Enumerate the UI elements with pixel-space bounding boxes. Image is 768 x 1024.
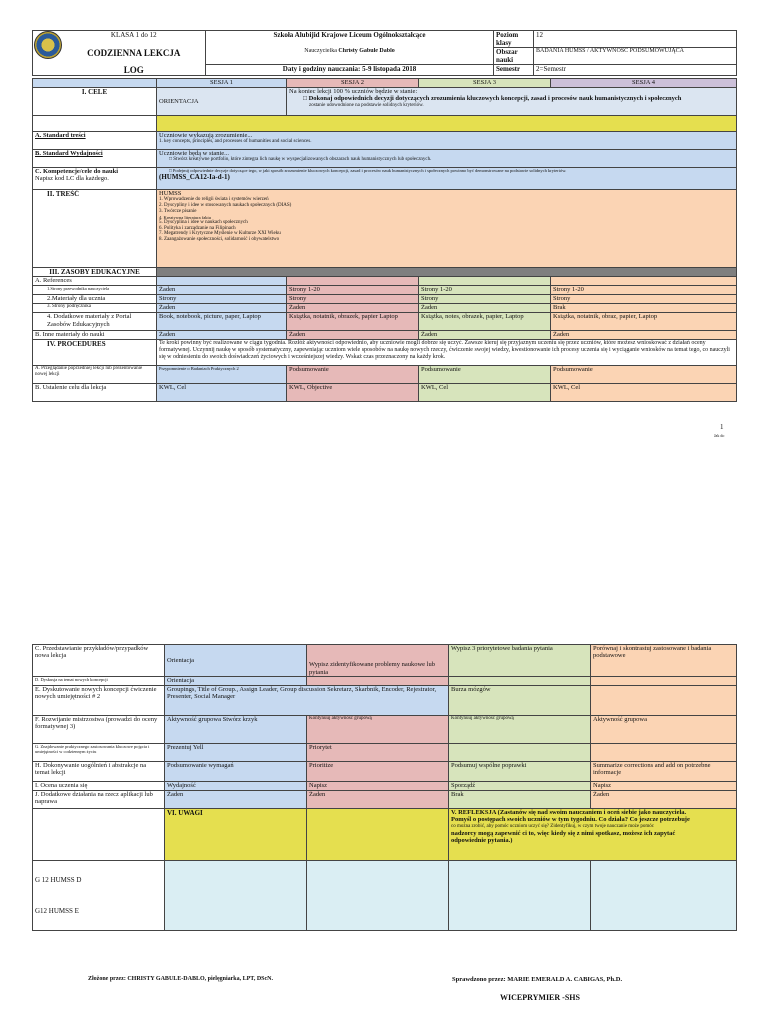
date-value: 5-9 listopada 2018 xyxy=(362,65,417,74)
area-label: Obszar nauki xyxy=(494,48,534,65)
tresc-list: HUMSS 1. Wprowadzenie do religii świata i systemów wierzeń 2. Dyscypliny i idee w stosowanych naukach społecznych (DIAS) 3. Twórcze pisanie 4. Kreatywna literatura faktu 5. Dyscyplina i idee w naukach społecznych 6. Polityka i zarządzanie na Filipinach 7. Megatrendy i Krytyczne Myślenie w Kulturze XXI Wieku 8. Zaangażowanie społeczności, solidarność i obywatelstwo xyxy=(157,190,737,268)
zasoby-label: III. ZASOBY EDUKACYJNE xyxy=(33,268,157,277)
ref-row-5: B. Inne materiały do nauki Żaden Żaden Żaden Żaden xyxy=(33,331,737,340)
lesson-plan-table-page1: SESJA 1 SESJA 2 SESJA 3 SESJA 4 I. CELE ORIENTACJA Na koniec lekcji 100 % uczniów będzie w stanie: □ Dokonaj odpowiednich decyzji dotyczących zrozumienia kluczowych koncepcji, zasad i procesów nauk humanistycznych i społecznych zostanie udowodnione na podstawie solidnych kryteriów. A. Standard treści Uczniowie wykazują zrozumienie... 1. key concepts, principles, and processes of humanities and social sciences. B. Standard Wydajności Uczniowie będą w stanie... □ Stwórz kreatywne portfolio, które zintegra lich naukę w wyspecjalizowanych obszarach nauk humanistycznych lub społecznych. C. Kompetencje/cele do nauki Napisz kod LC dla każdego. □ Podejmij odpowiednie decyzje dotyczące tego, w jaki sposób zrozumienie kluczowych koncepcji, zasad i procesów nauk humanistycznych i społecznych powinno być demonstrowane na podstawie solidnych kryteriów. (HUMSS_CA12-Ia-d-1) II. TREŚĆ HUMSS 1. Wprowadzenie do religii świata i systemów wierzeń 2. Dyscypliny i idee w stosowanych naukach społecznych (DIAS) 3. Twórcze pisanie 4. Kreatywna literatura faktu 5. Dyscyplina i idee w naukach społecznych 6. Polityka i zarządzanie na Filipinach 7. Megatrendy i Krytyczne Myślenie w Kulturze XXI Wieku 8. Zaangażowanie społeczności, solidarność i obywatelstwo III. ZASOBY EDUKACYJNE A. References 1.Strony przewodnika nauczyciela Żaden Strony 1-20 Strony 1-20 Strony 1-20 2.Materiały dla ucznia Strony Strony Strony Strony 3. Strony podręcznika Żaden Żaden Żaden Brak 4. Dodatkowe materiały z Portal Zasobów Edukacyjnych Book, notebook, picture, paper, Laptop Książka, notatnik, obrazek, papier Laptop Książka, notes, obrazek, papier, Laptop Książka, notatnik, obraz, papier, Laptop B. Inne materiały do nauki Żaden Żaden Żaden Żaden IV. PROCEDURES Te kroki powinny być realizowane w ciągu tygodnia. Rozłóż aktywności odpowiednio, aby uczniowie mogli dobrze się uczyć. Zawsze kieruj się przyjaznym uczeniu się przez uczniów, które możesz wnioskować z działań oceny formatywnej. Uczynnij naukę w sposób systematyczny, zapewniając uczniom wiele sposobów na naukę nowych rzeczy, ćwiczenie swojej wiedzy, kwestionowanie ich procesy uczenia się i wyciąganie wniosków na temat tego, co nauczyli się w odniesieniu do swoich doświadczeń życiowych i wcześniejszej wiedzy. Wskaż czas przeznaczony na każdy krok. A. Przeglądanie poprzedniej lekcji lub prezentowanie nowej lekcji Przypomnienie o Badaniach Praktycznych 2 Podsumowanie Podsumowanie Podsumowanie B. Ustalenie celu dla lekcja KWL, Cel KWL, Objective KWL, Cel KWL, Cel xyxy=(32,78,737,402)
std-tresci-label: A. Standard treści xyxy=(33,132,157,150)
komp-code: (HUMSS_CA12-Ia-d-1) xyxy=(159,173,230,182)
session-4-header: SESJA 4 xyxy=(551,79,737,88)
session-2-header: SESJA 2 xyxy=(287,79,419,88)
position-title: WICEPRYMIER -SHS xyxy=(500,993,580,1002)
date-label: Daty i godziny nauczania: xyxy=(282,65,361,74)
procedures-label: IV. PROCEDURES xyxy=(33,340,157,366)
uwagi-label: VI. UWAGI xyxy=(165,809,307,861)
cele-line-2: Dokonaj odpowiednich decyzji dotyczących zrozumienia kluczowych koncepcji, zasad i procesów nauk humanistycznych i społecznych xyxy=(308,95,682,103)
references-label: A. References xyxy=(33,277,157,286)
cele-line-3: zostanie udowodnione na podstawie solidnych kryteriów. xyxy=(309,102,424,108)
level-value: 12 xyxy=(534,31,737,48)
std-wyd-label: B. Standard Wydajności xyxy=(33,150,157,168)
cele-line-1: Na koniec lekcji 100 % uczniów będzie w stanie: xyxy=(289,88,418,95)
orientacja-cell: ORIENTACJA xyxy=(157,88,287,116)
session-3-header: SESJA 3 xyxy=(419,79,551,88)
page-number: 1 xyxy=(720,423,724,431)
row-f: F. Rozwijanie mistrzostwa (prowadzi do oceny formatywnej 3) Aktywność grupowa Stwórz krzyk Kontynuuj aktywność grupową Kontynuuj aktywność grupową Aktywność grupowa xyxy=(33,716,737,744)
school-value: Alubijid Krajowe Liceum Ogólnokształcące xyxy=(294,31,426,39)
teacher-value: Christy Gabule Dablo xyxy=(338,47,395,54)
semester-value: 2=Semestr xyxy=(534,65,737,76)
ref-row-1: 1.Strony przewodnika nauczyciela Żaden Strony 1-20 Strony 1-20 Strony 1-20 xyxy=(33,286,737,295)
tresc-label: II. TREŚĆ xyxy=(33,190,157,268)
semester-label: Semestr xyxy=(494,65,534,76)
class-d: G 12 HUMSS D xyxy=(35,876,82,885)
komp-label: C. Kompetencje/cele do nauki xyxy=(35,168,119,175)
row-d: D. Dyskusja na temat nowych koncepcji Orientacja xyxy=(33,677,737,686)
grade-range: KLASA 1 do 12 xyxy=(63,31,206,48)
std-wyd-1: Uczniowie będą w stanie... xyxy=(159,150,230,157)
ref-row-3: 3. Strony podręcznika Żaden Żaden Żaden Brak xyxy=(33,304,737,313)
checked-by: Sprawdzono przez: MARIE EMERALD A. CABIGAS, Ph.D. xyxy=(452,976,623,983)
page-note: Jak do xyxy=(714,433,725,438)
std-wyd-2: Stwórz kreatywne portfolio, które zintegra lich naukę w wyspecjalizowanych obszarach nauk humanistycznych lub społecznych. xyxy=(173,157,432,163)
przeglad-row: A. Przeglądanie poprzedniej lekcji lub prezentowanie nowej lekcji Przypomnienie o Badaniach Praktycznych 2 Podsumowanie Podsumowanie Podsumowanie xyxy=(33,366,737,384)
area-value: BADANIA HUMSS / AKTYWNOŚĆ PODSUMOWUJĄCA xyxy=(534,48,737,65)
row-g: G. Znajdowanie praktycznego zastosowania kluczowe pojęcia i umiejętności w codziennym życiu Prezentuj Yell Priorytet xyxy=(33,744,737,762)
row-h: H. Dokonywanie uogólnień i abstrakcje na temat lekcji Podsumowanie wymagań Prioritize Podsumuj wspólne poprawki Summarize corrections and add on potrzebne informacje xyxy=(33,762,737,782)
level-label: Poziom klasy xyxy=(494,31,534,48)
teacher-label: Nauczycielka xyxy=(304,47,337,54)
row-e: E. Dyskutowanie nowych koncepcji ćwiczenie nowych umiejętności # 2 Groupings, Title of Group., Assign Leader, Group discussion Sekretarz, Skarbnik, Encoder, Rejestrator, Presenter, Social Manager Burza mózgów xyxy=(33,686,737,716)
cele-label: I. CELE xyxy=(33,88,157,116)
komp-text: Podejmij odpowiednie decyzje dotyczące tego, w jaki sposób zrozumienie kluczowych koncepcji, zasad i procesów nauk humanistycznych i społecznych powinno być demonstrowane na podstawie solidnych kryteriów. xyxy=(172,168,567,173)
prepared-by: Złożone przez: CHRISTY GABULE-DABLO, pielęgniarka, LPT, DScN. xyxy=(88,976,274,982)
session-1-header: SESJA 1 xyxy=(157,79,287,88)
refleksja-block: V. REFLEKSJA (Zastanów się nad swoim nauczaniem i oceń siebie jako nauczyciela. Pomyśl o postępach swoich uczniów w tym tygodniu. Co działa? Co jeszcze potrzebuje co można zrobić, aby pomóc uczniom uczyć się? Zidentyfikuj, w czym twoje nauczanie może pomóc nadzorcy mogą zapewnić ci to, więc kiedy się z nimi spotkasz, możesz ich zapytać odpowiednie pytania.) xyxy=(449,809,737,861)
log-title: LOG xyxy=(63,65,206,76)
class-e: G12 HUMSS E xyxy=(35,906,79,915)
std-tresci-1: Uczniowie wykazują zrozumienie... xyxy=(159,132,253,139)
daily-lesson-title: CODZIENNA LEKCJA xyxy=(63,48,206,65)
header-table xyxy=(32,30,737,76)
lesson-plan-table-page2 xyxy=(32,644,737,931)
row-c: C. Przedstawianie przykładów/przypadków nowa lekcja Orientacja Wypisz zidentyfikowane problemy naukowe lub pytania Wypisz 3 priorytetowe badania pytania Porównaj i skontrastuj zastosowane i badania podstawowe xyxy=(33,645,737,677)
row-j: J. Dodatkowe działania na rzecz aplikacji lub naprawa Żaden Żaden Brak Żaden xyxy=(33,791,737,809)
procedures-text: Te kroki powinny być realizowane w ciągu tygodnia. Rozłóż aktywności odpowiednio, aby uczniowie mogli dobrze się uczyć. Zawsze kieruj się przyjaznym uczeniu się przez uczniów, które możesz wnioskować z działań oceny formatywnej. Uczynnij naukę w sposób systematyczny, zapewniając uczniom wiele sposobów na naukę nowych rzeczy, ćwiczenie swojej wiedzy, kwestionowanie ich procesy uczenia się i wyciąganie wniosków na temat tego, co nauczyli się w odniesieniu do swoich doświadczeń życiowych i wcześniejszej wiedzy. Wskaż czas przeznaczony na każdy krok. xyxy=(157,340,737,366)
row-i: I. Ocena uczenia się Wydajność Napisz Sporządź Napisz xyxy=(33,782,737,791)
ref-row-4: 4. Dodatkowe materiały z Portal Zasobów Edukacyjnych Book, notebook, picture, paper, Laptop Książka, notatnik, obrazek, papier Laptop Książka, notes, obrazek, papier, Laptop Książka, notatnik, obraz, papier, Laptop xyxy=(33,313,737,331)
komp-sub: Napisz kod LC dla każdego. xyxy=(35,175,109,183)
ref-row-2: 2.Materiały dla ucznia Strony Strony Strony Strony xyxy=(33,295,737,304)
std-tresci-2: 1. key concepts, principles, and processes of humanities and social sciences. xyxy=(159,139,312,145)
ustalenie-row: B. Ustalenie celu dla lekcja KWL, Cel KWL, Objective KWL, Cel KWL, Cel xyxy=(33,384,737,402)
school-label: Szkoła xyxy=(273,31,294,39)
